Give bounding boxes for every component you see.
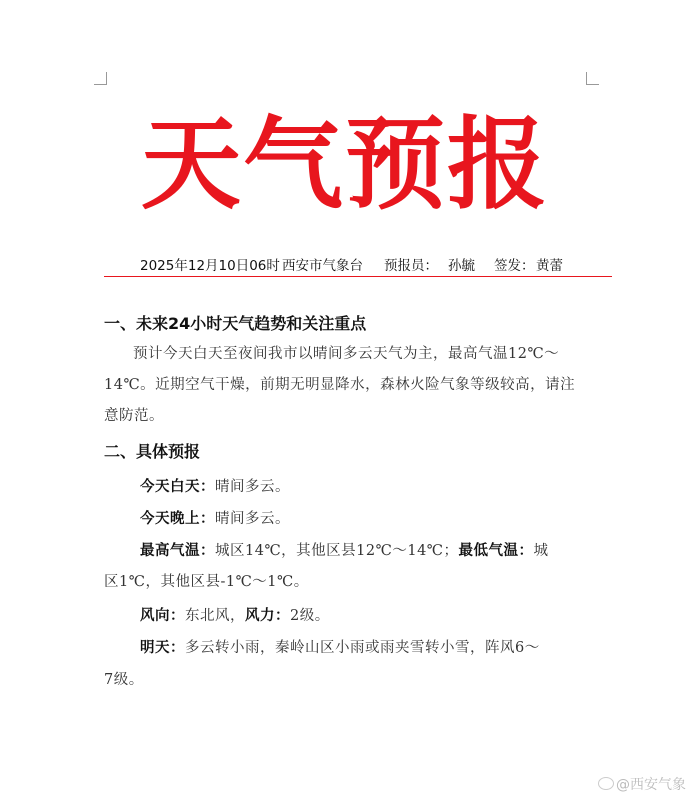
page-corner-mark-right <box>586 72 599 85</box>
today-day-label: 今天白天： <box>140 479 215 495</box>
document-meta-line <box>104 256 612 277</box>
section-heading-trend: 一、未来24小时天气趋势和关注重点 <box>104 314 367 333</box>
weibo-watermark <box>598 774 686 794</box>
tomorrow-value: 多云转小雨，秦岭山区小雨或雨夹雪转小雪，阵风6～ <box>185 640 540 656</box>
temperature-line-2: 区1℃，其他区县-1℃～1℃。 <box>104 574 309 590</box>
wind-force-label: 风力： <box>245 608 290 624</box>
document-title: 天气预报 <box>141 106 549 223</box>
watermark-text: @西安气象 <box>616 777 686 793</box>
tomorrow-label: 明天： <box>140 640 185 656</box>
today-night-label: 今天晚上： <box>140 511 215 527</box>
today-day-line <box>140 476 290 498</box>
page-corner-mark-left <box>94 72 107 85</box>
weibo-icon <box>598 777 614 790</box>
wind-force-value: 2级。 <box>290 608 330 624</box>
temperature-line <box>140 540 549 562</box>
today-night-line <box>140 508 290 530</box>
wind-direction-value: 东北风， <box>185 608 245 624</box>
wind-line <box>140 605 330 627</box>
signer-name: 黄蕾 <box>536 258 563 274</box>
min-temp-value-start: 城 <box>533 543 549 559</box>
trend-paragraph: 预计今天白天至夜间我市以晴间多云天气为主，最高气温12℃～14℃。近期空气干燥，前期无明显降水，森林火险气象等级较高，请注意防范。 <box>104 346 576 424</box>
today-day-value: 晴间多云。 <box>215 479 290 495</box>
tomorrow-line-2: 7级。 <box>104 672 144 688</box>
section-heading-detail: 二、具体预报 <box>104 442 201 461</box>
max-temp-label: 最高气温： <box>140 543 215 559</box>
issuing-org: 西安市气象台 <box>282 258 363 274</box>
today-night-value: 晴间多云。 <box>215 511 290 527</box>
issue-datetime: 2025年12月10日06时 <box>140 258 280 274</box>
min-temp-label: 最低气温： <box>458 543 534 559</box>
max-temp-value: 城区14℃，其他区县12℃～14℃； <box>215 543 459 559</box>
signer-label: 签发： <box>494 258 535 274</box>
tomorrow-line <box>140 637 540 659</box>
forecaster-label: 预报员： <box>384 258 438 274</box>
forecaster-name: 孙毓 <box>448 258 475 274</box>
wind-direction-label: 风向： <box>140 608 185 624</box>
